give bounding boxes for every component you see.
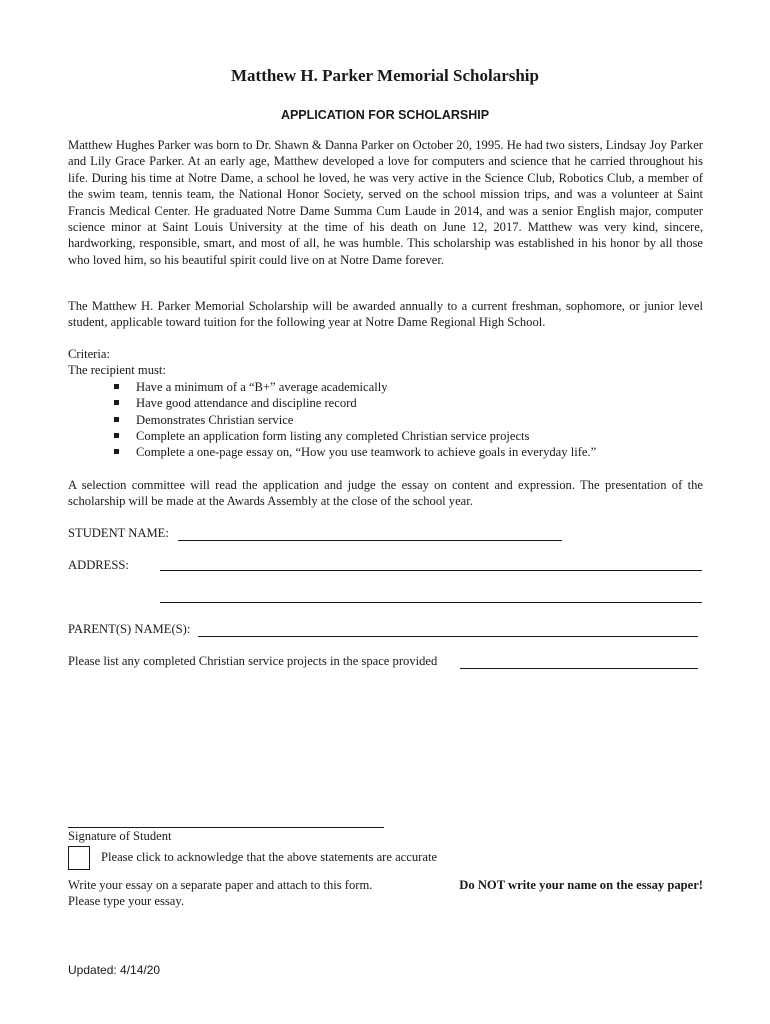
bullet-icon xyxy=(114,400,119,405)
criteria-list xyxy=(68,379,668,461)
criteria-item: Demonstrates Christian service xyxy=(68,412,668,428)
essay-instructions xyxy=(68,877,703,910)
document-title: Matthew H. Parker Memorial Scholarship xyxy=(230,66,539,85)
biography-paragraph: Matthew Hughes Parker was born to Dr. Shawn & Danna Parker on October 20, 1995. He had two sisters, Lindsay Joy Parker and Lily Grace Parker. At an early age, Matthew developed a love for computers and science that he carried throughout his life. During his time at Notre Dame, a school he loved, he was very active in the Science Club, Robotics Club, a member of the swim team, tennis team, the National Honor Society, served on the school mission trips, and was a volunteer at Saint Francis Medical Center. He graduated Notre Dame Summa Cum Laude in 2014, and was a senior English major, computer science minor at Saint Louis University at the time of his death on June 12, 2017. Matthew was very kind, sincere, hardworking, responsible, smart, and most of all, he was humble. This scholarship was established in his honor by all those who loved him, so his beautiful spirit could live on at Notre Dame forever. xyxy=(68,138,703,267)
signature-line[interactable] xyxy=(68,827,384,828)
essay-type-text: Please type your essay. xyxy=(68,894,184,909)
address-line2-field[interactable] xyxy=(160,602,702,603)
parents-name-label: PARENT(S) NAME(S): xyxy=(68,622,191,636)
bullet-icon xyxy=(114,449,119,454)
essay-warning-text: Do NOT write your name on the essay paper! xyxy=(459,878,703,892)
service-projects-field[interactable] xyxy=(460,668,698,669)
student-name-label: STUDENT NAME: xyxy=(68,526,169,540)
criteria-item: Complete an application form listing any completed Christian service projects xyxy=(68,428,668,444)
criteria-item: Have a minimum of a “B+” average academically xyxy=(68,379,668,395)
address-label: ADDRESS: xyxy=(68,558,129,572)
parents-name-field[interactable] xyxy=(198,636,698,637)
service-projects-label: Please list any completed Christian service projects in the space provided xyxy=(68,654,438,668)
criteria-item: Have good attendance and discipline record xyxy=(68,395,668,411)
bullet-icon xyxy=(114,417,119,422)
bullet-icon xyxy=(114,433,119,438)
updated-date: Updated: 4/14/20 xyxy=(68,963,161,977)
criteria-item: Complete a one-page essay on, “How you use teamwork to achieve goals in everyday life.” xyxy=(68,444,668,460)
bullet-icon xyxy=(114,384,119,389)
criteria-heading: Criteria: xyxy=(68,347,110,361)
address-line1-field[interactable] xyxy=(160,570,702,571)
award-description-paragraph: The Matthew H. Parker Memorial Scholarship will be awarded annually to a current freshman, sophomore, or junior level student, applicable toward tuition for the following year at Notre Dame Regional High School. xyxy=(68,299,703,330)
criteria-intro: The recipient must: xyxy=(68,363,166,378)
signature-label: Signature of Student xyxy=(68,829,172,843)
acknowledge-checkbox[interactable] xyxy=(68,846,90,870)
criteria-section xyxy=(68,346,668,461)
student-name-field[interactable] xyxy=(178,540,562,541)
essay-instruction-text: Write your essay on a separate paper and attach to this form. xyxy=(68,878,373,892)
document-subtitle: APPLICATION FOR SCHOLARSHIP xyxy=(280,108,490,122)
selection-paragraph: A selection committee will read the application and judge the essay on content and expression. The presentation of the scholarship will be made at the Awards Assembly at the close of the school year. xyxy=(68,478,703,509)
acknowledge-label: Please click to acknowledge that the above statements are accurate xyxy=(101,850,438,864)
